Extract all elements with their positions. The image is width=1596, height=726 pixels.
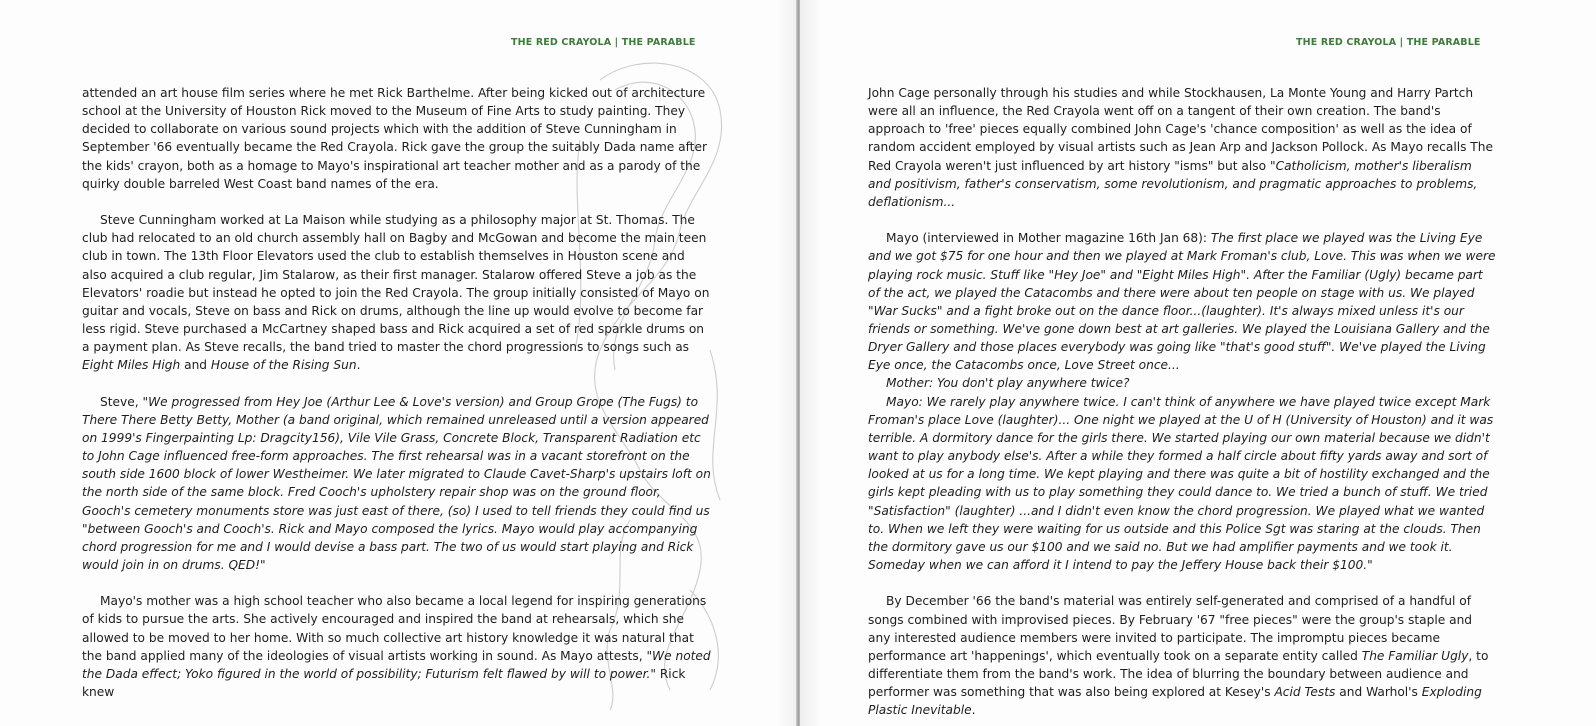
left-body-text	[82, 84, 712, 701]
paragraph-interview-answer: Mayo: We rarely play anywhere twice. I can't think of anywhere we have played twice except Mark Froman's place Love (laughter)... One night we played at the U of H (University of Houston) and it was terrible. A dormitory dance for the girls there. We started playing our own material because we didn't want to play anybody else's. After a while they formed a half circle about fifty yards away and sort of looked at us for a long time. We kept playing and there was quite a bit of hostility exchanged and the girls kept pleading with us to play something they could dance to. We tried a bunch of stuff. We tried "Satisfaction" (laughter) ...and I didn't even know the chord progression. We played what we wanted to. When we left they were waiting for us outside and this Police Sgt was staring at the clouds. Then the dormitory gave us our $100 and we said no. But we had amplifier payments and we took it. Someday when we can afford it I intend to pay the Jeffery House back their $100."	[868, 394, 1494, 573]
running-header: THE RED CRAYOLA | THE PARABLE	[1296, 37, 1481, 48]
left-page	[0, 0, 797, 726]
paragraph: John Cage personally through his studies and while Stockhausen, La Monte Young and Harry Partch were all an influence, the Red Crayola went off on a tangent of their own creation. The band's approach to 'free' pieces equally combined John Cage's 'chance composition' as well as the idea of random accident employed by visual artists such as Jean Arp and Jackson Pollock. As Mayo recalls The Red Crayola weren't just influenced by art history "isms" but also "Catholicism, mother's liberalism and positivism, father's conservatism, some revolutionism, and pragmatic approaches to problems, deflationism...	[868, 86, 1493, 209]
right-body-text	[868, 84, 1498, 719]
paragraph-quote: Steve, "We progressed from Hey Joe (Arthur Lee & Love's version) and Group Grope (The Fugs) to There There Betty Betty, Mother (a band original, which remained unreleased until a version appeared on 1999's Fingerpainting Lp: Dragcity156), Vile Vile Grass, Concrete Block, Transparent Radiation etc to John Cage influenced free-form approaches. The first rehearsal was in a vacant storefront on the south side 1600 block of lower Westheimer. We later migrated to Claude Cavet-Sharp's upstairs loft on the north side of the same block. Fred Cooch's upholstery repair shop was on the ground floor, Gooch's cemetery monuments store was just east of there, (so) I used to tell friends they could find us "between Gooch's and Cooch's. Rick and Mayo composed the lyrics. Mayo would play accompanying chord progression for me and I would devise a bass part. The two of us would start playing and Rick would join in on drums. QED!"	[82, 394, 711, 573]
paragraph-interview: Mayo (interviewed in Mother magazine 16th Jan 68): The first place we played was the Living Eye and we got $75 for one hour and then we played at Mark Froman's club, Love. This was when we were playing rock music. Stuff like "Hey Joe" and "Eight Miles High". After the Familiar (Ugly) became part of the act, we played the Catacombs and there were about ten people on stage with us. We played "War Sucks" and a fight broke out on the dance floor...(laughter). It's always mixed unless it's our friends or something. We've gone down best at art galleries. We played the Louisiana Gallery and the Dryer Gallery and those places everybody was going like "that's good stuff". We've played the Living Eye once, the Catacombs once, Love Street once...	[868, 231, 1496, 373]
paragraph-interview-question: Mother: You don't play anywhere twice?	[886, 376, 1130, 391]
right-page	[800, 0, 1596, 726]
paragraph: Steve Cunningham worked at La Maison while studying as a philosophy major at St. Thomas. The club had relocated to an old church assembly hall on Bagby and McGowan and become the main teen club in town. The 13th Floor Elevators used the club to establish themselves in Houston scene and also acquired a club regular, Jim Stalarow, as their first manager. Stalarow offered Steve a job as the Elevators' roadie but instead he opted to join the Red Crayola. The group initially consisted of Mayo on guitar and vocals, Steve on bass and Rick on drums, although the line up would evolve to become far less rigid. Steve purchased a McCartney shaped bass and Rick acquired a set of red sparkle drums on a payment plan. As Steve recalls, the band tried to master the chord progressions to songs such as Eight Miles High and House of the Rising Sun.	[82, 213, 710, 373]
paragraph: By December '66 the band's material was entirely self-generated and comprised of a handful of songs combined with improvised pieces. By February '67 "free pieces" were the group's staple and any interested audience members were invited to participate. The impromptu pieces became performance art 'happenings', which eventually took on a separate entity called The Familiar Ugly, to differentiate them from the band's work. The idea of blurring the boundary between audience and performer was something that was also being explored at Kesey's Acid Tests and Warhol's Exploding Plastic Inevitable.	[868, 594, 1489, 718]
paragraph: attended an art house film series where he met Rick Barthelme. After being kicked out of architecture school at the University of Houston Rick moved to the Museum of Fine Arts to study painting. They decided to collaborate on various sound projects which with the addition of Steve Cunningham in September '66 eventually became the Red Crayola. Rick gave the group the suitably Dada name after the kids' crayon, both as a homage to Mayo's inspirational art teacher mother and as a parody of the quirky double barreled West Coast band names of the era.	[82, 86, 707, 191]
paragraph: Mayo's mother was a high school teacher who also became a local legend for inspiring generations of kids to pursue the arts. She actively encouraged and inspired the band at rehearsals, which she allowed to be moved to her home. With so much collective art history knowledge it was natural that the band applied many of the ideologies of visual artists working in sound. As Mayo attests, "We noted the Dada effect; Yoko figured in the world of possibility; Futurism felt flawed by will to power." Rick knew	[82, 594, 711, 700]
running-header: THE RED CRAYOLA | THE PARABLE	[511, 37, 696, 48]
